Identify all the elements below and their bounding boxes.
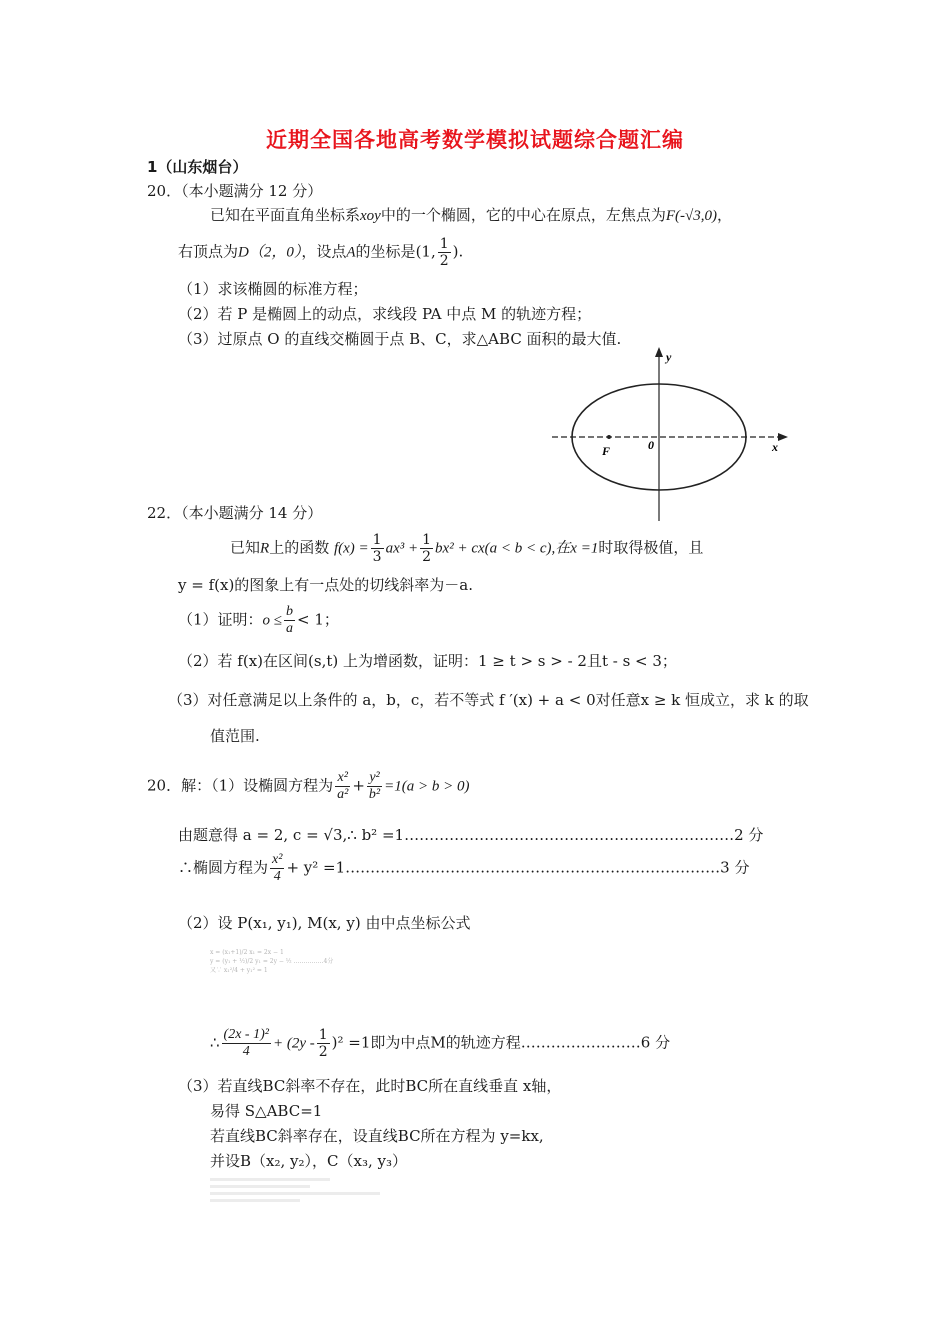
q22-ax3: ax³ +	[385, 540, 419, 557]
faint-line: 又∵ x₁²/4 + y₁² = 1	[210, 967, 268, 974]
q20-part1: （1）求该椭圆的标准方程；	[178, 280, 368, 298]
q20-line2-text-c: 的坐标是	[355, 242, 416, 261]
sol20-frac-x	[335, 770, 350, 803]
sol20-line4: （2）设 P(x₁, y₁), M(x, y) 由中点坐标公式	[178, 914, 471, 932]
ellipse-figure	[540, 343, 800, 525]
sol20-line3-rest: + y² =1…………………………………………………………………3 分	[286, 858, 750, 877]
sol20-line5-frac2-den: 2	[318, 1044, 328, 1060]
q22-header: 22．（本小题满分 14 分）	[147, 504, 323, 522]
q22-p1-text: （1）证明：	[178, 610, 263, 629]
q22-frac2-den: 2	[422, 549, 432, 565]
section-label: 1（山东烟台）	[147, 158, 248, 176]
focus-label: F	[602, 444, 611, 458]
q20-line1-text-b: 中的一个椭圆，它的中心在原点，左焦点为	[380, 206, 666, 224]
q22-frac2-num: 1	[422, 532, 432, 548]
faint-bottom-image	[210, 1178, 390, 1202]
q20-focus: F(-√3,0)	[665, 208, 717, 224]
q22-x1: x =1	[570, 540, 599, 557]
sol20-line3-frac-den: 4	[273, 869, 281, 884]
q20-header: 20．（本小题满分 12 分）	[147, 182, 323, 200]
faint-formula-image	[210, 948, 350, 975]
q20-line2	[178, 236, 463, 269]
q22-part3-b: 值范围.	[210, 727, 260, 745]
sol20-line5-frac-num: (2x - 1)²	[223, 1027, 269, 1042]
sol20-line1	[147, 770, 469, 803]
q20-coord-open: (1,	[415, 242, 436, 261]
q22-p1-frac-num: b	[286, 604, 294, 619]
q22-text-a: 已知	[230, 538, 261, 557]
q22-frac2	[420, 532, 433, 565]
q20-coord-fraction	[438, 236, 451, 269]
sol20-line9: 并设B（x₂, y₂），C（x₃, y₃）	[210, 1152, 407, 1170]
q22-rest: bx² + cx(a < b < c),在	[435, 540, 571, 557]
q20-line1-text-a: 已知在平面直角坐标系	[210, 206, 361, 224]
faint-bar	[210, 1192, 380, 1195]
sol20-line3-frac	[270, 852, 284, 885]
faint-bar	[210, 1199, 300, 1202]
q22-p1-end: < 1；	[297, 610, 339, 629]
q22-part2: （2）若 f(x)在区间(s,t) 上为增函数，证明：1 ≥ t > s > - 2且t - s < 3；	[178, 652, 677, 670]
q20-part2: （2）若 P 是椭圆上的动点，求线段 PA 中点 M 的轨迹方程；	[178, 305, 592, 323]
sol20-line1-text: 20．解：（1）设椭圆方程为	[147, 776, 334, 795]
q22-function-lhs: f(x) =	[333, 540, 369, 557]
sol20-line5-mid: + (2y -	[272, 1035, 315, 1052]
sol20-frac-x-den: a²	[337, 787, 349, 802]
q20-frac-num: 1	[439, 236, 449, 252]
q22-p1-o: o ≤	[262, 612, 283, 629]
sol20-line5-therefore: ∴	[210, 1033, 220, 1052]
sol20-frac-y-num: y²	[367, 770, 382, 787]
q20-xoy: xoy	[360, 208, 381, 224]
sol20-frac-y-den: b²	[368, 787, 381, 802]
q22-line2: y = f(x)的图象上有一点处的切线斜率为－a.	[178, 576, 474, 594]
origin-label: 0	[648, 438, 654, 452]
sol20-line5-frac-den: 4	[242, 1044, 250, 1059]
q20-line1-end: ，	[717, 206, 733, 224]
q22-text-b: 上的函数	[269, 538, 330, 557]
q20-point-a: A	[346, 244, 356, 261]
focus-point	[607, 435, 611, 439]
sol20-line7: 易得 S△ABC=1	[210, 1102, 323, 1120]
sol20-line5-frac2	[317, 1027, 330, 1060]
sol20-frac-x-num: x²	[335, 770, 350, 787]
q20-frac-den: 2	[439, 253, 449, 269]
sol20-plus: +	[352, 776, 365, 795]
sol20-frac-y	[367, 770, 382, 803]
sol20-condition: =1(a > b > 0)	[384, 778, 470, 795]
q20-line1	[210, 204, 732, 225]
faint-line: y = (y₁ + ½)/2 y₁ = 2y − ½ ……………4分	[210, 958, 334, 965]
q22-r: R	[260, 540, 270, 557]
sol20-line5-frac	[222, 1027, 271, 1060]
q20-coord-close: ).	[452, 242, 464, 261]
page-title: 近期全国各地高考数学模拟试题综合题汇编	[266, 128, 684, 152]
sol20-line3	[178, 852, 749, 885]
q20-line2-text-b: ，设点	[301, 242, 347, 261]
sol20-line3-text: ∴椭圆方程为	[178, 858, 269, 877]
q22-text-end: 时取得极值，且	[598, 538, 704, 557]
q20-vertex: D（2，0）	[238, 244, 302, 261]
q22-line1	[230, 532, 703, 565]
sol20-line2: 由题意得 a = 2, c = √3,∴ b² =1…………………………………………………………2 分	[178, 826, 764, 844]
q22-p1-frac-den: a	[286, 621, 294, 636]
x-axis-label: x	[772, 440, 778, 454]
q20-line2-text-a: 右顶点为	[178, 242, 239, 261]
sol20-line5-rest: )² =1即为中点M的轨迹方程……………………6 分	[331, 1033, 671, 1052]
q22-frac1	[371, 532, 384, 565]
q22-frac1-den: 3	[372, 549, 382, 565]
q20-part3: （3）过原点 O 的直线交椭圆于点 B、C，求△ABC 面积的最大值.	[178, 330, 622, 348]
sol20-line8: 若直线BC斜率存在，设直线BC所在方程为 y=kx,	[210, 1127, 544, 1145]
x-axis-arrow	[778, 433, 788, 441]
y-axis-label: y	[666, 350, 672, 364]
faint-bar	[210, 1178, 330, 1181]
sol20-line5-frac2-num: 1	[318, 1027, 328, 1043]
sol20-line5	[210, 1027, 670, 1060]
sol20-line6: （3）若直线BC斜率不存在，此时BC所在直线垂直 x轴，	[178, 1077, 562, 1095]
faint-line: x = (x₁+1)/2 x₁ = 2x − 1	[210, 949, 284, 956]
q22-frac1-num: 1	[372, 532, 382, 548]
q22-part3-a: （3）对任意满足以上条件的 a，b，c，若不等式 f ′(x) + a < 0对任意x ≥ k 恒成立，求 k 的取	[168, 691, 809, 709]
q22-part1	[178, 604, 339, 637]
y-axis-arrow	[655, 347, 663, 357]
faint-bar	[210, 1185, 310, 1188]
sol20-line3-frac-num: x²	[272, 852, 283, 867]
q22-p1-frac	[284, 604, 295, 637]
